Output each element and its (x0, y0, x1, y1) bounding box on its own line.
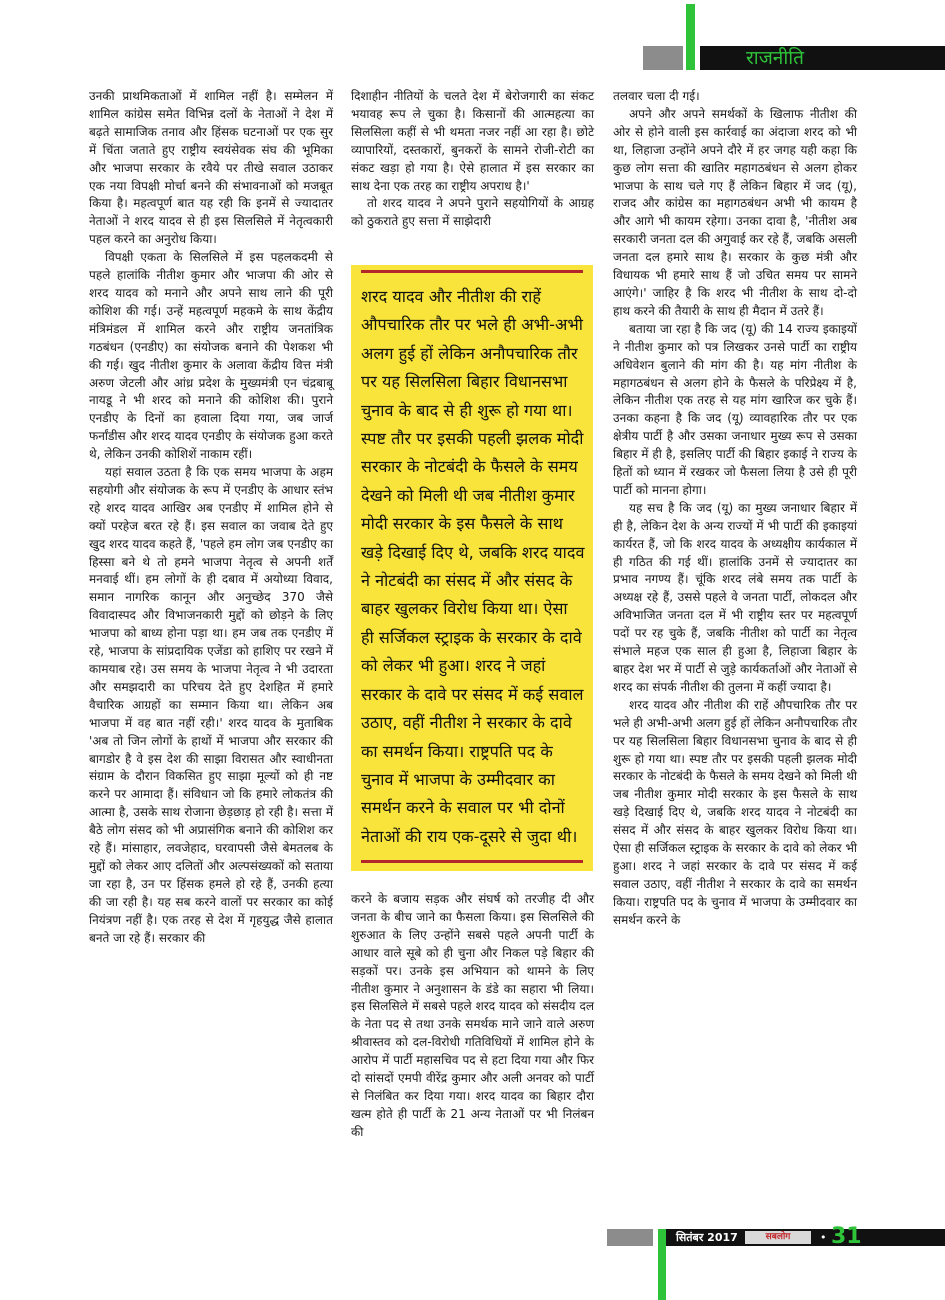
footer-separator: • (820, 1231, 827, 1244)
article-column-middle-bottom (351, 891, 594, 1142)
page-number: 31 (831, 1224, 862, 1249)
paragraph: यह सच है कि जद (यू) का मुख्य जनाधार बिहार में ही है, लेकिन देश के अन्य राज्यों में भी पार्टी की इकाइयां कार्यरत हैं, जो कि शरद यादव के अध्यक्षीय कार्यकाल में ही गठित की गई थीं। हालांकि उनमें से ज्यादातर का प्रभाव नगण्य हैं। चूंकि शरद लंबे समय तक पार्टी के अध्यक्ष रहे हैं, उससे पहले वे जनता पार्टी, लोकदल और अविभाजित जनता दल में भी राष्ट्रीय स्तर पर महत्वपूर्ण पदों पर रह चुके हैं, जबकि नीतीश को पार्टी का नेतृत्व संभाले महज एक साल ही हुआ है, लिहाजा बिहार के बाहर देश भर में पार्टी से जुड़े कार्यकर्ताओं और नेताओं से शरद का संपर्क नीतीश की तुलना में कहीं ज्यादा है। (613, 500, 857, 694)
pull-quote-top-rule (361, 270, 583, 273)
paragraph: बताया जा रहा है कि जद (यू) की 14 राज्य इकाइयों ने नीतीश कुमार को पत्र लिखकर उनसे पार्टी का राष्ट्रीय अधिवेशन बुलाने की मांग की है। यह मांग नीतीश के महागठबंधन से अलग होने के फैसले के परिप्रेक्ष्य में है, लेकिन नीतीश एक तरह से यह मांग खारिज कर चुके हैं। उनका कहना है कि जद (यू) व्यावहारिक तौर पर एक क्षेत्रीय पार्टी है और उसका जनाधार मुख्य रूप से उसका बिहार में ही है, इसलिए पार्टी की बिहार इकाई ने राज्य के हितों को ध्यान में रखकर जो फैसला लिया है उसे ही पूरी पार्टी को मानना होगा। (613, 321, 857, 497)
paragraph: करने के बजाय सड़क और संघर्ष को तरजीह दी और जनता के बीच जाने का फैसला किया। इस सिलसिले की शुरुआत के लिए उन्होंने सबसे पहले अपनी पार्टी के आधार वाले सूबे को ही चुना और निकल पड़े बिहार की सड़कों पर। उनके इस अभियान को थामने के लिए नीतीश कुमार ने अनुशासन के डंडे का सहारा भी लिया। इस सिलसिले में सबसे पहले शरद यादव को संसदीय दल के नेता पद से तथा उनके समर्थक माने जाने वाले अरुण श्रीवास्तव को दल-विरोधी गतिविधियों में शामिल होने के आरोप में पार्टी महासचिव पद से हटा दिया गया और फिर दो सांसदों एमपी वीरेंद्र कुमार और अली अनवर को पार्टी से निलंबित कर दिया गया। शरद यादव का बिहार दौरा खत्म होते ही पार्टी के 21 अन्य नेताओं पर भी निलंबन की (351, 892, 594, 1139)
paragraph: अपने और अपने समर्थकों के खिलाफ नीतीश की ओर से होने वाली इस कार्रवाई का अंदाजा शरद को भी था, लिहाजा उन्होंने अपने दौरे में हर जगह यही कहा कि कुछ लोग सत्ता की खातिर महागठबंधन से अलग होकर भाजपा के साथ चले गए हैं लेकिन बिहार में जद (यू), राजद और कांग्रेस का महागठबंधन अभी भी कायम है और आगे भी कायम रहेगा। उनका दावा है, 'नीतीश अब सरकारी जनता दल की अगुवाई कर रहे हैं, जबकि असली जनता दल हमारे साथ है। सरकार के कुछ मंत्री और विधायक भी हमारे साथ हैं जो उचित समय पर सामने आएंगे।' जाहिर है कि शरद भी नीतीश के साथ दो-दो हाथ करने की तैयारी के साथ ही मैदान में उतरे हैं। (613, 106, 857, 318)
pull-quote-bottom-rule (361, 860, 583, 863)
article-column-left (89, 88, 333, 948)
header-green-vertical-bar (686, 4, 695, 70)
paragraph: तलवार चला दी गई। (613, 89, 700, 103)
article-column-middle-top (351, 88, 594, 231)
paragraph: यहां सवाल उठता है कि एक समय भाजपा के अहम सहयोगी और संयोजक के रूप में एनडीए के आधार स्तंभ रहे शरद यादव आखिर अब एनडीए में शामिल होने से क्यों परहेज बरत रहे हैं। इस सवाल का जवाब देते हुए खुद शरद यादव कहते हैं, 'पहले हम लोग जब एनडीए का हिस्सा बने थे तो हमने भाजपा नेतृत्व से अपनी शर्तें मनवाई थीं। हम लोगों के ही दबाव में अयोध्या विवाद, समान नागरिक कानून और अनुच्छेद 370 जैसे विवादास्पद और विभाजनकारी मुद्दों को छोड़ने के लिए भाजपा को बाध्य होना पड़ा था। हम जब तक एनडीए में रहे, भाजपा के सांप्रदायिक एजेंडा को हाशिए पर रखने में कामयाब रहे। उस समय के भाजपा नेतृत्व ने भी उदारता और समझदारी का परिचय देते हुए देशहित में हमारे वैचारिक आग्रहों का सम्मान किया था। लेकिन अब भाजपा में वह बात नहीं रही।' शरद यादव के मुताबिक 'अब तो जिन लोगों के हाथों में भाजपा और सरकार की बागडोर है वे इस देश की साझा विरासत और स्वाधीनता संग्राम के दौरान विकसित हुए साझा मूल्यों को ही नष्ट करने पर आमादा हैं। संविधान जो कि हमारे लोकतंत्र की आत्मा है, उसके साथ रोजाना छेड़छाड़ हो रही है। सत्ता में बैठे लोग संसद को भी अप्रासंगिक बनाने की कोशिश कर रहे हैं। मांसाहार, लवजेहाद, घरवापसी जैसे बेमतलब के मुद्दों को लेकर आए दलितों और अल्पसंख्यकों को सताया जा रहा है, उन पर हिंसक हमले हो रहे हैं, उनकी हत्या की जा रही है। यह सब करने वालों पर सरकार का कोई नियंत्रण नहीं है। एक तरह से देश में गृहयुद्ध जैसे हालात बनते जा रहे हैं। सरकार की (89, 465, 333, 945)
paragraph: तो शरद यादव ने अपने पुराने सहयोगियों के आग्रह को ठुकराते हुए सत्ता में साझेदारी (351, 196, 594, 229)
footer-green-vertical-bar (658, 1229, 666, 1300)
paragraph: दिशाहीन नीतियों के चलते देश में बेरोजगारी का संकट भयावह रूप ले चुका है। किसानों की आत्महत्या का सिलसिला कहीं से भी थमता नजर नहीं आ रहा है। छोटे व्यापारियों, दस्तकारों, बुनकरों के सामने रोजी-रोटी का संकट खड़ा हो गया है। ऐसे हालात में इस सरकार का साथ देना एक तरह का राष्ट्रीय अपराध है।' (351, 89, 594, 193)
pull-quote-text: शरद यादव और नीतीश की राहें औपचारिक तौर पर भले ही अभी-अभी अलग हुई हों लेकिन अनौपचारिक तौर पर यह सिलसिला बिहार विधानसभा चुनाव के बाद से ही शुरू हो गया था। स्पष्ट तौर पर इसकी पहली झलक मोदी सरकार के नोटबंदी के फैसले के समय देखने को मिली थी जब नीतीश कुमार मोदी सरकार के इस फैसले के साथ खड़े दिखाई दिए थे, जबकि शरद यादव ने नोटबंदी का संसद में और संसद के बाहर खुलकर विरोध किया था। ऐसा ही सर्जिकल स्ट्राइक के सरकार के दावे को लेकर भी हुआ। शरद ने जहां सरकार के दावे पर संसद में कई सवाल उठाए, वहीं नीतीश ने सरकार के दावे का समर्थन किया। राष्ट्रपति पद के चुनाव में भाजपा के उम्मीदवार का समर्थन करने के सवाल पर भी दोनों नेताओं की राय एक-दूसरे से जुदा थी। (361, 287, 585, 846)
footer-date: सितंबर 2017 (676, 1231, 738, 1244)
article-column-right (613, 88, 857, 930)
paragraph: शरद यादव और नीतीश की राहें औपचारिक तौर पर भले ही अभी-अभी अलग हुई हों लेकिन अनौपचारिक तौर पर यह सिलसिला बिहार विधानसभा चुनाव के बाद से ही शुरू हो गया था। स्पष्ट तौर पर इसकी पहली झलक मोदी सरकार के नोटबंदी के फैसले के समय देखने को मिली थी जब नीतीश कुमार मोदी सरकार के इस फैसले के साथ खड़े दिखाई दिए थे, जबकि शरद यादव ने नोटबंदी का संसद में और संसद के बाहर खुलकर विरोध किया था। ऐसा ही सर्जिकल स्ट्राइक के सरकार के दावे को लेकर भी हुआ। शरद ने जहां सरकार के दावे पर संसद में कई सवाल उठाए, वहीं नीतीश ने सरकार के दावे का समर्थन किया। राष्ट्रपति पद के चुनाव में भाजपा के उम्मीदवार का समर्थन करने के (613, 697, 857, 927)
pull-quote (351, 265, 593, 871)
magazine-logo: सबलोग (745, 1231, 811, 1244)
paragraph: विपक्षी एकता के सिलसिले में इस पहलकदमी से पहले हालांकि नीतीश कुमार और भाजपा की ओर से शरद यादव को मनाने और अपने साथ लाने की पूरी कोशिश की गई। उन्हें महत्वपूर्ण महकमे के साथ केंद्रीय मंत्रिमंडल में शामिल करने और राष्ट्रीय जनतांत्रिक गठबंधन (एनडीए) का संयोजक बनाने की पेशकश भी की गई। खुद नीतीश कुमार के अलावा केंद्रीय वित्त मंत्री अरुण जेटली और आंध्र प्रदेश के मुख्यमंत्री एन चंद्रबाबू नायडू ने भी शरद को मनाने की कोशिश की। पुराने एनडीए के दिनों का हवाला दिया गया, जब जार्ज फर्नांडीस और शरद यादव एनडीए के संयोजक हुआ करते थे, लेकिन उनकी कोशिशें नाकाम रहीं। (89, 250, 333, 462)
paragraph: उनकी प्राथमिकताओं में शामिल नहीं है। सम्मेलन में शामिल कांग्रेस समेत विभिन्न दलों के नेताओं ने देश में बढ़ते सामाजिक तनाव और हिंसक घटनाओं पर एक सुर में चिंता जताते हुए राष्ट्रीय स्वयंसेवक संघ की भूमिका और भाजपा सरकार के रवैये पर तीखे सवाल उठाकर एक नया विपक्षी मोर्चा बनने की संभावनाओं को मजबूत किया है। महत्वपूर्ण बात यह रही कि इनमें से ज्यादातर नेताओं ने शरद यादव से ही इस सिलसिले में नेतृत्वकारी पहल करने का अनुरोध किया। (89, 89, 333, 247)
footer-gray-block (607, 1229, 653, 1246)
header-gray-block (643, 46, 683, 70)
section-title: राजनीति (746, 47, 805, 69)
